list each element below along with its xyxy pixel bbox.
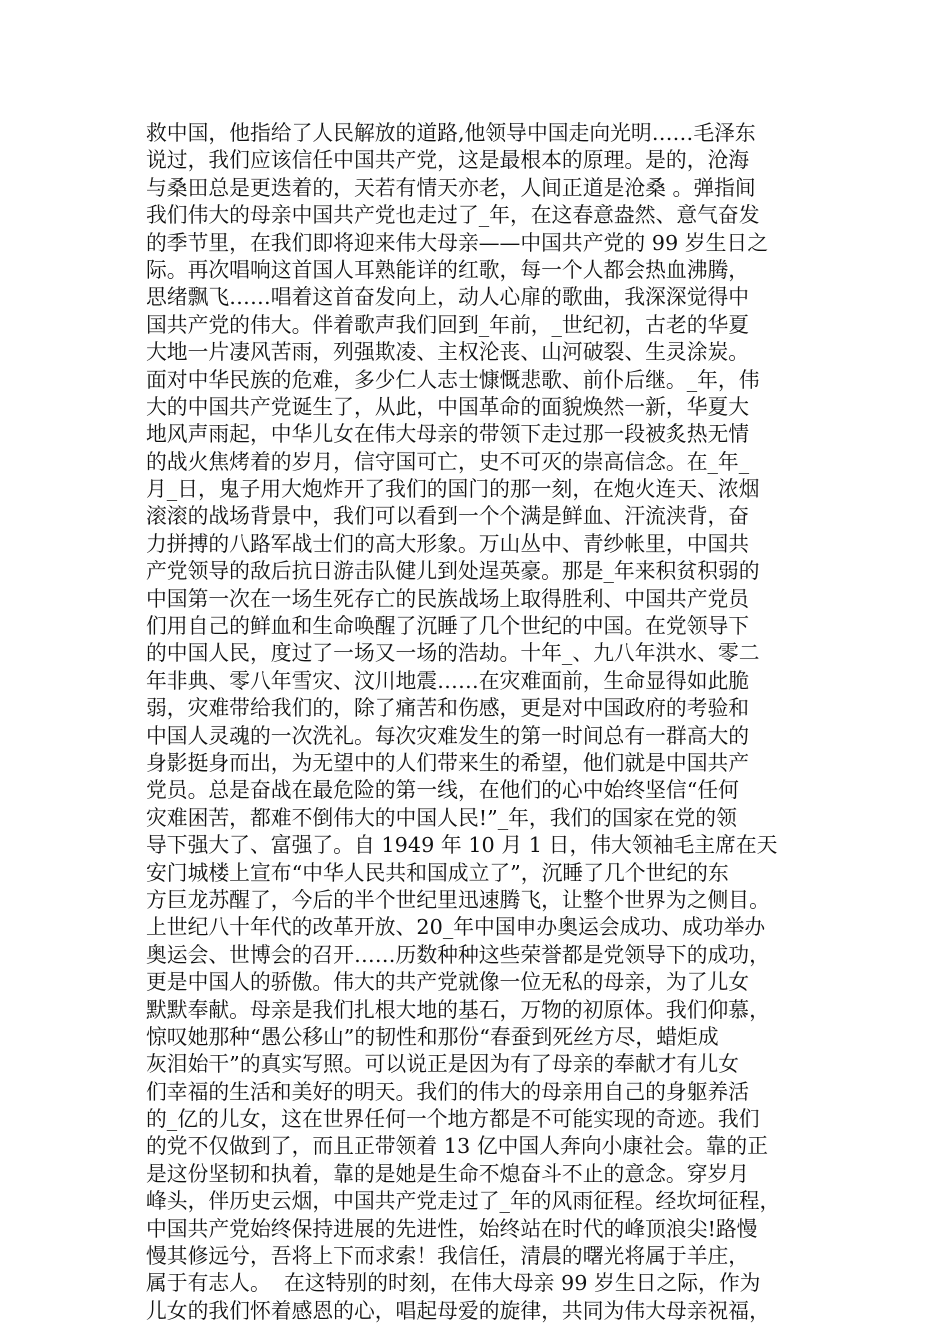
text-line: 安门城楼上宣布“中华人民共和国成立了”，沉睡了几个世纪的东 [146, 860, 729, 885]
text-line: 党员。总是奋战在最危险的第一线，在他们的心中始终坚信“任何 [146, 778, 739, 803]
text-line: 们用自己的鲜血和生命唤醒了沉睡了几个世纪的中国。在党领导下 [146, 614, 750, 639]
text-line: 灰泪始干”的真实写照。可以说正是因为有了母亲的奉献才有儿女 [146, 1052, 739, 1077]
text-line: 导下强大了、富强了。自 1949 年 10 月 1 日，伟大领袖毛主席在天 [146, 833, 778, 858]
text-line: 奥运会、世博会的召开……历数种种这些荣誉都是党领导下的成功， [146, 942, 770, 967]
text-line: 思绪飘飞……唱着这首奋发向上，动人心扉的歌曲，我深深觉得中 [146, 285, 750, 310]
text-line: 儿女的我们怀着感恩的心，唱起母爱的旋律，共同为伟大母亲祝福， [146, 1298, 770, 1323]
text-line: 峰头，伴历史云烟，中国共产党走过了_年的风雨征程。经坎坷征程， [146, 1189, 781, 1214]
text-line: 际。再次唱响这首国人耳熟能详的红歌，每一个人都会热血沸腾， [146, 257, 750, 282]
text-line: 中国第一次在一场生死存亡的民族战场上取得胜利、中国共产党员 [146, 586, 750, 611]
text-line: 慢其修远兮，吾将上下而求索！我信任，清晨的曙光将属于羊庄， [146, 1244, 750, 1269]
text-line: 力拼搏的八路军战士们的高大形象。万山丛中、青纱帐里，中国共 [146, 531, 750, 556]
text-line: 更是中国人的骄傲。伟大的共产党就像一位无私的母亲，为了儿女 [146, 970, 750, 995]
text-line: 弱，灾难带给我们的，除了痛苦和伤感，更是对中国政府的考验和 [146, 696, 750, 721]
text-line: 年非典、零八年雪灾、汶川地震……在灾难面前，生命显得如此脆 [146, 668, 750, 693]
text-line: 地风声雨起，中华儿女在伟大母亲的带领下走过那一段被炙热无情 [146, 422, 750, 447]
text-line: 灾难困苦，都难不倒伟大的中国人民!”_年，我们的国家在党的领 [146, 805, 737, 830]
text-line: 产党领导的敌后抗日游击队健儿到处逞英豪。那是_年来积贫积弱的 [146, 559, 760, 584]
text-line: 是这份坚韧和执着，靠的是她是生命不熄奋斗不止的意念。穿岁月 [146, 1161, 750, 1186]
text-line: 的党不仅做到了，而且正带领着 13 亿中国人奔向小康社会。靠的正 [146, 1134, 768, 1159]
text-line: 惊叹她那种“愚公移山”的韧性和那份“春蚕到死丝方尽，蜡炬成 [146, 1024, 719, 1049]
text-line: 方巨龙苏醒了，今后的半个世纪里迅速腾飞，让整个世界为之侧目。 [146, 887, 770, 912]
text-line: 上世纪八十年代的改革开放、20_年中国申办奥运会成功、成功举办 [146, 915, 766, 940]
text-line: 的季节里，在我们即将迎来伟大母亲——中国共产党的 99 岁生日之 [146, 230, 768, 255]
text-line: 说过，我们应该信任中国共产党，这是最根本的原理。是的，沧海 [146, 148, 750, 173]
text-line: 大的中国共产党诞生了，从此，中国革命的面貌焕然一新，华夏大 [146, 394, 750, 419]
text-line: 的中国人民，度过了一场又一场的浩劫。十年_、九八年洪水、零二 [146, 641, 760, 666]
text-line: 中国人灵魂的一次洗礼。每次灾难发生的第一时间总有一群高大的 [146, 723, 750, 748]
text-line: 与桑田总是更迭着的，天若有情天亦老，人间正道是沧桑 。弹指间 [146, 175, 756, 200]
text-line: 我们伟大的母亲中国共产党也走过了_年，在这春意盎然、意气奋发 [146, 203, 760, 228]
text-line: 的_亿的儿女，这在世界任何一个地方都是不可能实现的奇迹。我们 [146, 1107, 760, 1132]
text-line: 月_日，鬼子用大炮炸开了我们的国门的那一刻，在炮火连天、浓烟 [146, 477, 760, 502]
text-line: 滚滚的战场背景中，我们可以看到一个个满是鲜血、汗流浃背，奋 [146, 504, 750, 529]
text-line: 中国共产党始终保持进展的先进性，始终站在时代的峰顶浪尖!路慢 [146, 1216, 758, 1241]
text-line: 国共产党的伟大。伴着歌声我们回到_年前，_世纪初，古老的华夏 [146, 312, 750, 337]
text-line: 们幸福的生活和美好的明天。我们的伟大的母亲用自己的身躯养活 [146, 1079, 750, 1104]
text-line: 默默奉献。母亲是我们扎根大地的基石，万物的初原体。我们仰慕， [146, 997, 770, 1022]
text-line: 大地一片凄风苦雨，列强欺凌、主权沦丧、山河破裂、生灵涂炭。 [146, 340, 750, 365]
text-line: 救中国，他指给了人民解放的道路,他领导中国走向光明……毛泽东 [146, 121, 756, 145]
text-line: 的战火焦烤着的岁月，信守国可亡，史不可灭的崇高信念。在_年_ [146, 449, 750, 474]
text-line: 属于有志人。 在这特别的时刻，在伟大母亲 99 岁生日之际，作为 [146, 1271, 761, 1296]
document-page [146, 120, 826, 1325]
text-line: 面对中华民族的危难，多少仁人志士慷慨悲歌、前仆后继。_年，伟 [146, 367, 760, 392]
text-line: 身影挺身而出，为无望中的人们带来生的希望，他们就是中国共产 [146, 750, 750, 775]
